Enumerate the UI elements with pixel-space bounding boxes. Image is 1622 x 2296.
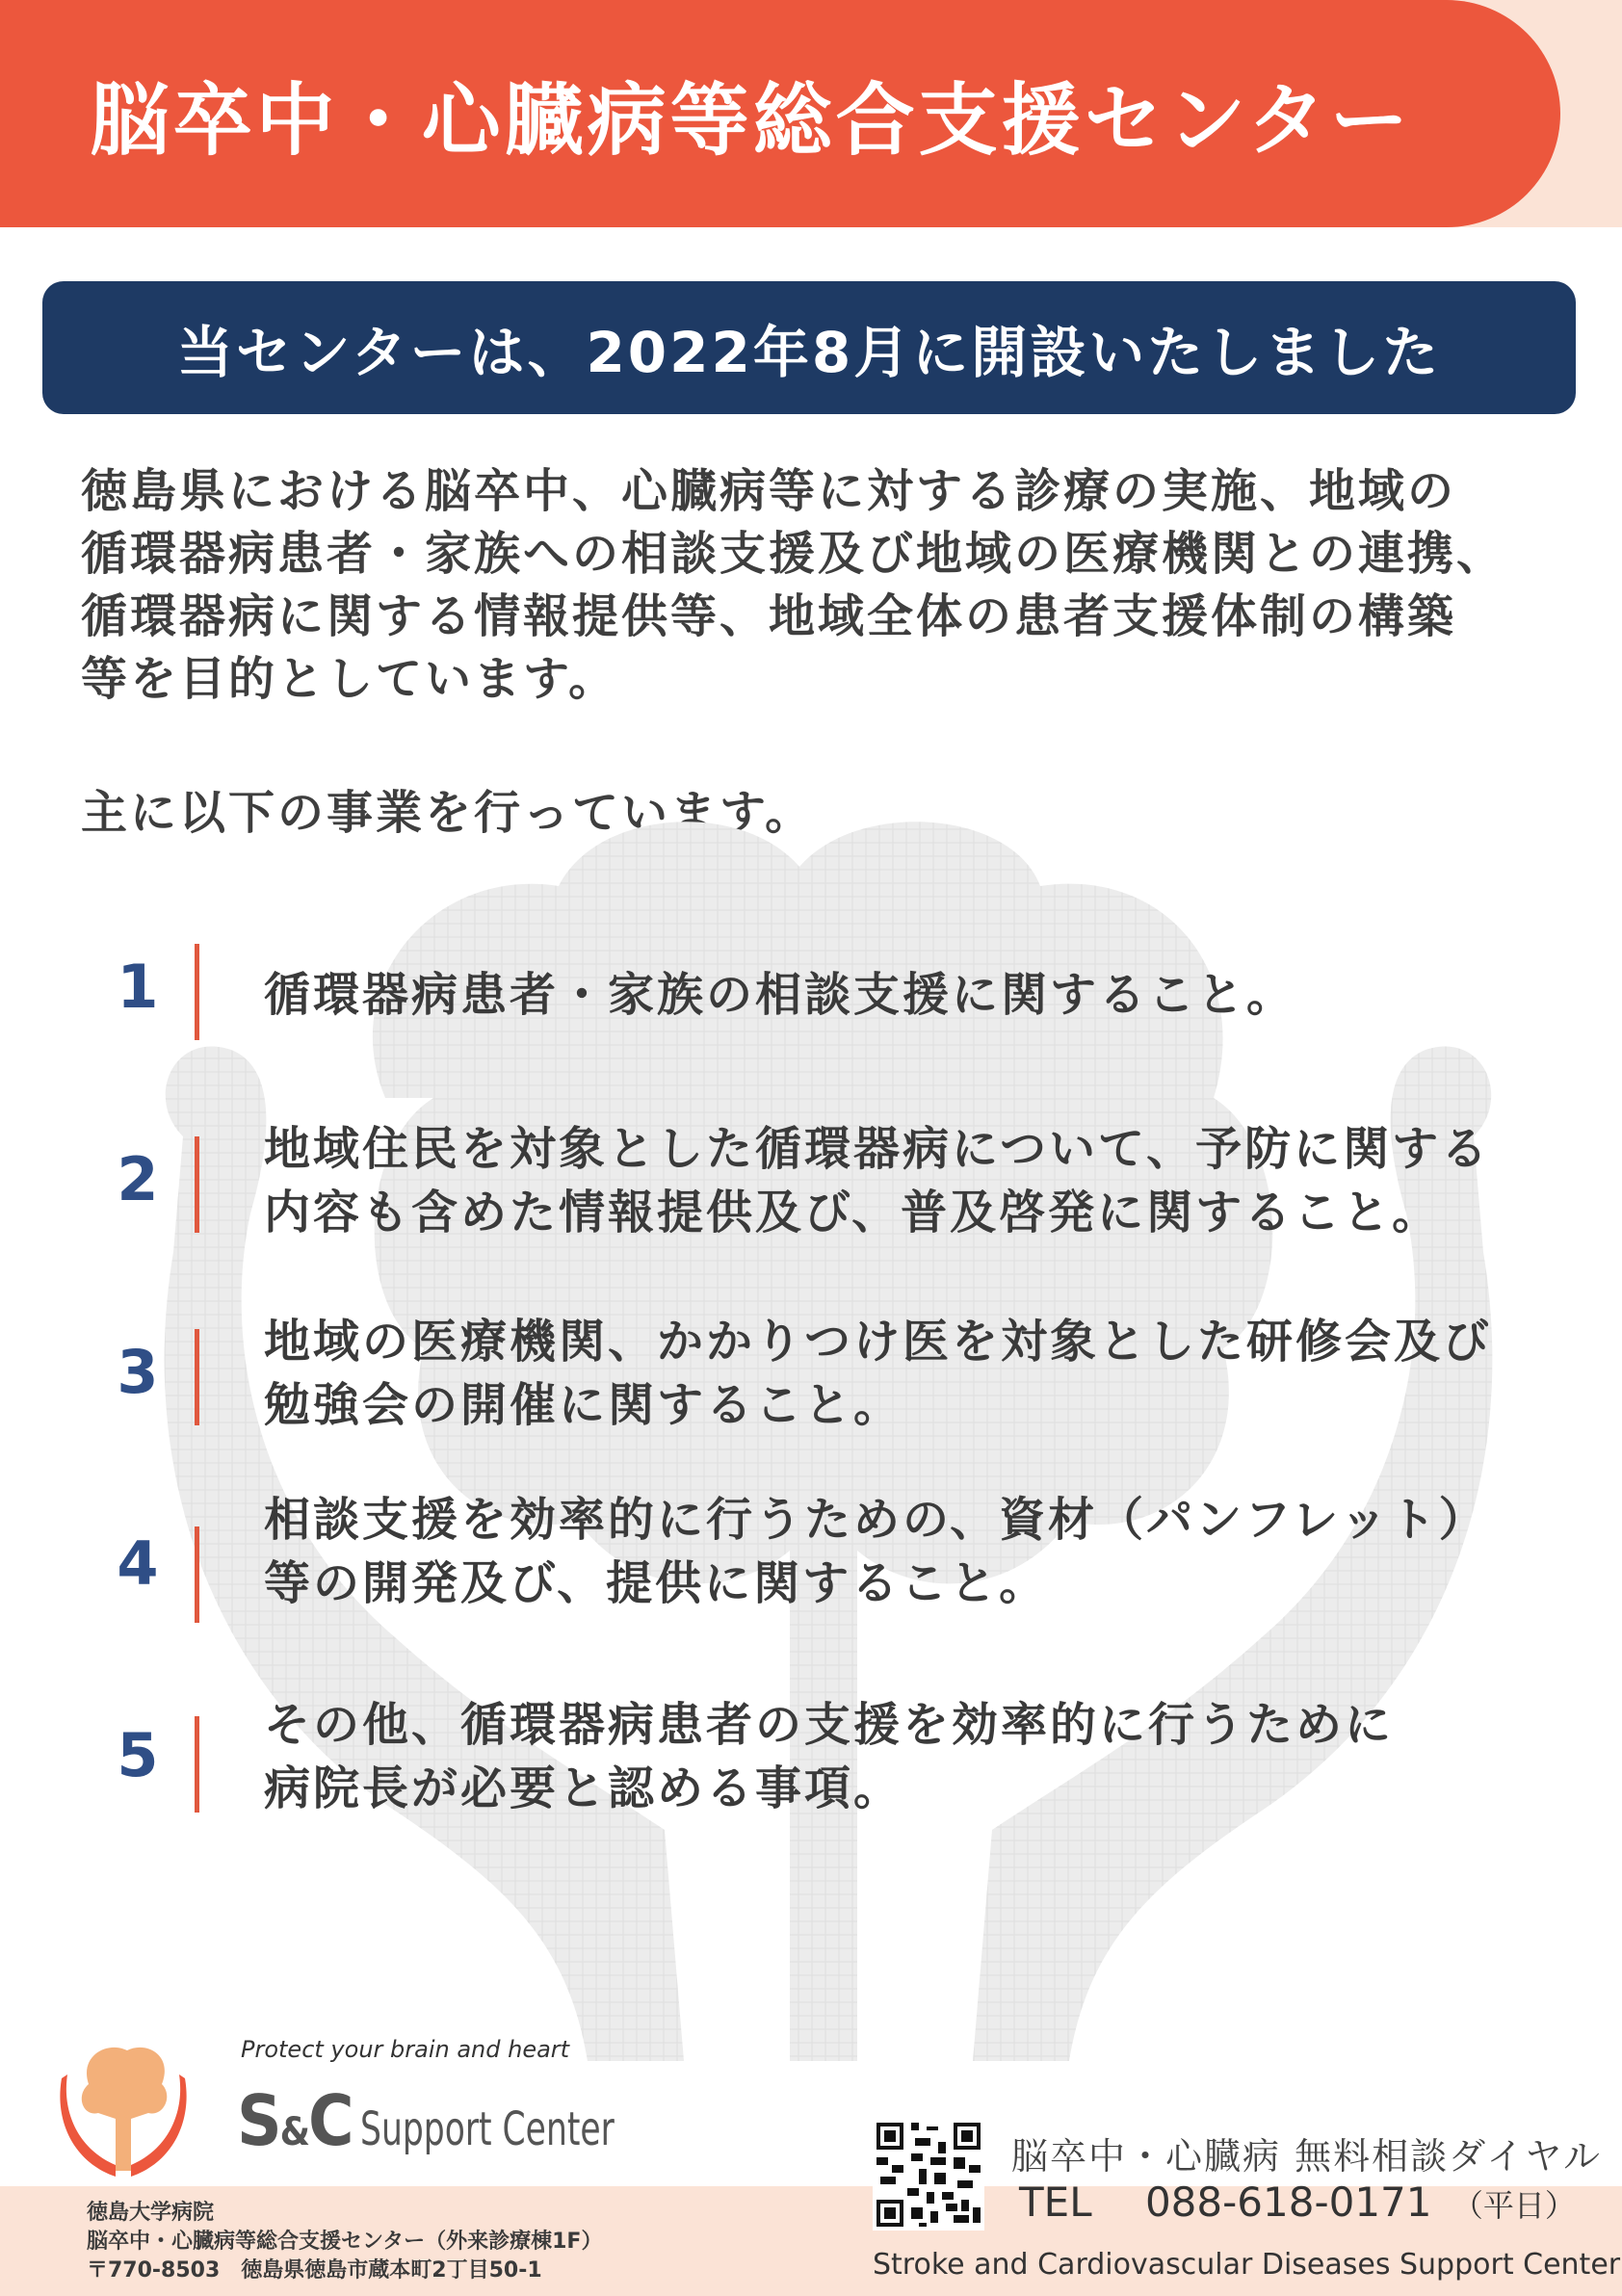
services-lead: 主に以下の事業を行っています。	[81, 786, 815, 840]
service-line: 勉強会の開催に関すること。	[264, 1378, 903, 1432]
hospital-name: 徳島大学病院	[87, 2201, 215, 2225]
phone-line	[1019, 2179, 1576, 2226]
service-line: 病院長が必要と認める事項。	[264, 1761, 903, 1815]
opening-notice-text: 当センターは、2022年8月に開設いたしました	[176, 320, 1442, 385]
service-item	[0, 944, 1622, 1088]
intro-line: 循環器病に関する情報提供等、地域全体の患者支援体制の構築	[81, 589, 1457, 643]
postal-address: 〒770-8503 徳島県徳島市蔵本町2丁目50-1	[87, 2258, 542, 2283]
logo-amp: &	[279, 2110, 309, 2154]
intro-line: 徳島県における脳卒中、心臓病等に対する診療の実施、地域の	[81, 464, 1457, 518]
sc-logo-icon	[60, 2036, 187, 2180]
service-item	[0, 1310, 1622, 1454]
english-center-name: Stroke and Cardiovascular Diseases Support Center	[873, 2248, 1621, 2282]
service-line: 地域住民を対象とした循環器病について、予防に関する	[264, 1122, 1491, 1176]
phone-number[interactable]: 088-618-0171	[1144, 2179, 1432, 2226]
service-item	[0, 1117, 1622, 1262]
logo-tagline: Protect your brain and heart	[241, 2036, 570, 2063]
logo-s: S	[237, 2080, 280, 2161]
service-line: 等の開発及び、提供に関すること。	[264, 1556, 1049, 1610]
service-number: 1	[117, 952, 159, 1022]
logo-wordmark	[237, 2080, 678, 2161]
service-text	[264, 1310, 1574, 1437]
intro-line: 等を目的としています。	[81, 652, 618, 706]
service-item	[0, 1693, 1622, 1838]
service-divider	[195, 1329, 199, 1425]
opening-notice	[42, 281, 1576, 414]
service-number: 4	[117, 1528, 159, 1599]
service-text	[264, 1117, 1574, 1244]
service-line: 地域の医療機関、かかりつけ医を対象とした研修会及び	[264, 1315, 1493, 1369]
service-line: その他、循環器病患者の支援を効率的に行うために	[264, 1698, 1395, 1752]
header-banner	[0, 0, 1560, 227]
weekday-note: （平日）	[1452, 2187, 1576, 2224]
service-line: 循環器病患者・家族の相談支援に関すること。	[264, 968, 1296, 1022]
footer-address-block	[87, 2199, 602, 2285]
service-divider	[195, 1136, 199, 1233]
service-line: 内容も含めた情報提供及び、普及啓発に関すること。	[264, 1186, 1442, 1239]
service-divider	[195, 1526, 199, 1623]
service-number: 5	[117, 1720, 159, 1790]
service-divider	[195, 944, 199, 1040]
qr-code-icon[interactable]	[873, 2119, 984, 2231]
service-number: 3	[117, 1337, 159, 1407]
service-divider	[195, 1716, 199, 1813]
page-title: 脳卒中・心臓病等総合支援センター	[90, 74, 1413, 167]
service-number: 2	[117, 1144, 159, 1214]
service-text	[264, 963, 1574, 1027]
service-item	[0, 1488, 1622, 1632]
logo-support-center: Support Center	[360, 2102, 615, 2156]
consultation-dial-label: 脳卒中・心臓病 無料相談ダイヤル	[1011, 2135, 1602, 2178]
service-line: 相談支援を効率的に行うための、資材（パンフレット）	[264, 1493, 1488, 1547]
logo-sc	[237, 2080, 353, 2161]
intro-paragraph	[81, 460, 1564, 711]
service-text	[264, 1488, 1574, 1615]
service-text	[264, 1693, 1574, 1820]
tel-label: TEL	[1019, 2179, 1092, 2226]
intro-line: 循環器病患者・家族への相談支援及び地域の医療機関との連携、	[81, 527, 1506, 581]
center-location: 脳卒中・心臓病等総合支援センター（外来診療棟1F）	[87, 2230, 603, 2254]
logo-c: C	[308, 2080, 353, 2161]
